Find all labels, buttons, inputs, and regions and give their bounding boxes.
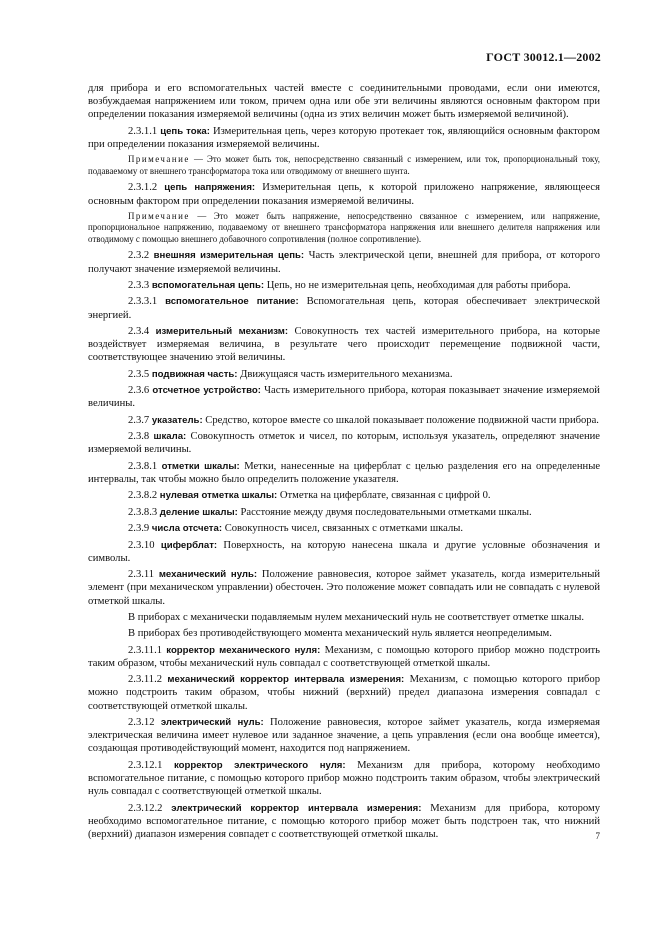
defined-term: механический нуль:	[158, 569, 258, 581]
clause-number: 2.3.4	[128, 325, 150, 337]
defined-term: шкала:	[153, 431, 187, 443]
paragraph-text: Положение равновесия, которое займет указатель, когда измерительный элемент (при механическом управлении) обесточен. Это положение может совпадать или не совпадать с нулевой отметкой шкалы.	[88, 569, 600, 607]
clause-number: 2.3.3	[128, 279, 150, 291]
paragraph-text: Механизм для прибора, которому необходимо вспомогательное питание, с помощью которого прибор может быть подстроен так, что нижний (верхний) диапазон измерения совпадет с соответствующей отметкой шкалы.	[88, 802, 600, 841]
definition-paragraph	[88, 673, 600, 713]
paragraph-text: Поверхность, на которую нанесена шкала и другие условные обозначения и символы.	[88, 539, 600, 564]
paragraph-text: Положение равновесия, которое займет указатель, когда измеряемая электрическая величина имеет нулевое или заданное значение, а цепь управления (если она вообще имеется), создающая противодействующий момент, находится под напряжением.	[88, 717, 600, 755]
defined-term: электрический корректор интервала измерения:	[171, 802, 422, 814]
paragraph-text: Совокупность тех частей измерительного прибора, на которые воздействует измеряемая величина, в результате чего происходит перемещение подвижной части, соответствующее значению этой величины.	[88, 325, 601, 364]
defined-term: корректор электрического нуля:	[173, 759, 346, 771]
defined-term: нулевая отметка шкалы:	[159, 490, 278, 502]
defined-term: подвижная часть:	[151, 368, 238, 380]
paragraph-text: Совокупность отметок и чисел, по которым, используя указатель, определяют значение измеряемой величины.	[88, 431, 601, 456]
body-paragraph	[88, 611, 600, 624]
defined-term: числа отсчета:	[151, 523, 223, 535]
clause-number: 2.3.8.2	[128, 490, 158, 502]
paragraph-text: Часть измерительного прибора, которая показывает значение измеряемой величины.	[88, 385, 600, 410]
clause-number: 2.3.12.1	[128, 759, 163, 771]
clause-number: 2.3.11.2	[128, 674, 163, 686]
definition-paragraph	[88, 539, 600, 565]
definition-paragraph	[88, 430, 600, 456]
definition-paragraph	[88, 414, 600, 427]
paragraph-text: Измерительная цепь, к которой приложено напряжение, являющееся основным фактором при определении показания измеряемой величины.	[88, 182, 600, 207]
defined-term: цепь тока:	[160, 125, 210, 137]
paragraph-text: Механизм для прибора, которому необходимо вспомогательное питание, с помощью которого прибор можно подстроить таким образом, чтобы электрический нуль совпадал с соответствующей отметкой шкалы.	[88, 759, 600, 798]
defined-term: электрический нуль:	[160, 717, 264, 729]
definition-paragraph	[88, 522, 600, 535]
definition-paragraph	[88, 460, 600, 486]
paragraph-text: Средство, которое вместе со шкалой показывает положение подвижной части прибора.	[205, 414, 599, 426]
paragraph-text: Расстояние между двумя последовательными отметками шкалы.	[240, 506, 532, 518]
paragraph-text: Совокупность чисел, связанных с отметками шкалы.	[224, 523, 463, 535]
definition-paragraph	[88, 489, 600, 502]
paragraph-text: В приборах без противодействующего момента механический нуль является неопределимым.	[128, 628, 552, 640]
note-paragraph	[88, 154, 600, 177]
page-number: 7	[595, 831, 600, 841]
clause-number: 2.3.12	[128, 717, 155, 729]
paragraph-text: Метки, нанесенные на циферблат с целью разделения его на определенные интервалы, так чтобы можно было определить положение указателя.	[88, 460, 601, 485]
paragraph-text: — Это может быть ток, непосредственно связанный с измерением, или ток, пропорциональный току, подаваемому от внешнего трансформатора тока или отводимому от внешнего шунта.	[88, 154, 600, 176]
body-paragraph	[88, 627, 600, 640]
definition-paragraph	[88, 802, 600, 842]
clause-number: 2.3.7	[128, 414, 150, 426]
defined-term: деление шкалы:	[159, 506, 238, 518]
definition-paragraph	[88, 568, 600, 608]
note-label: Примечание	[128, 154, 190, 165]
definition-paragraph	[88, 295, 600, 321]
clause-number: 2.3.12.2	[128, 802, 163, 814]
defined-term: вспомогательное питание:	[165, 296, 299, 308]
clause-number: 2.3.1.2	[128, 182, 158, 194]
paragraph-text: Вспомогательная цепь, которая обеспечивает электрической энергией.	[88, 296, 600, 321]
defined-term: указатель:	[151, 414, 203, 426]
definition-paragraph	[88, 125, 600, 151]
body-paragraph	[88, 82, 600, 122]
defined-term: внешняя измерительная цепь:	[153, 250, 305, 262]
clause-number: 2.3.8.1	[128, 460, 158, 472]
standard-header: ГОСТ 30012.1—2002	[486, 50, 601, 64]
paragraph-text: Механизм, с помощью которого прибор можно подстроить таким образом, чтобы механический нуль совпадал с соответствующей отметкой шкалы.	[88, 644, 600, 669]
definition-paragraph	[88, 279, 600, 292]
clause-number: 2.3.3.1	[128, 296, 158, 308]
clause-number: 2.3.8.3	[128, 506, 158, 518]
paragraph-text: Движущаяся часть измерительного механизма.	[240, 368, 453, 380]
defined-term: корректор механического нуля:	[166, 644, 321, 656]
clause-number: 2.3.2	[128, 250, 150, 262]
definition-paragraph	[88, 181, 600, 207]
clause-number: 2.3.8	[128, 431, 150, 443]
clause-number: 2.3.11.1	[128, 644, 163, 656]
paragraph-text: Цепь, но не измерительная цепь, необходимая для работы прибора.	[266, 279, 571, 291]
note-paragraph	[88, 211, 600, 245]
clause-number: 2.3.6	[128, 385, 150, 397]
clause-number: 2.3.10	[128, 539, 155, 551]
defined-term: механический корректор интервала измерения:	[167, 674, 405, 686]
clause-number: 2.3.9	[128, 523, 150, 535]
paragraph-text: — Это может быть напряжение, непосредственно связанное с измерением, или напряжение, пропорциональное напряжению, подаваемому от внешнего трансформатора напряжения или внешнего делителя напряжения или отводимому с помощью внешнего добавочного сопротивления (полное сопротивление).	[88, 210, 600, 244]
clause-number: 2.3.1.1	[128, 125, 158, 137]
definition-paragraph	[88, 384, 600, 410]
definition-paragraph	[88, 325, 600, 365]
paragraph-text: для прибора и его вспомогательных частей вместе с соединительными проводами, если они имеются, возбуждаемая напряжением или током, причем одна или обе эти величины являются основным фактором при определении показания измеряемой величины (одна из этих величин может быть измеряемой величиной).	[88, 83, 600, 121]
paragraph-text: Часть электрической цепи, внешней для прибора, от которого получают значение измеряемой величины.	[88, 250, 600, 275]
document-body	[88, 82, 600, 844]
definition-paragraph	[88, 506, 600, 519]
defined-term: циферблат:	[160, 539, 218, 551]
paragraph-text: Измерительная цепь, через которую протекает ток, являющийся основным фактором при определении показания измеряемой величины.	[88, 125, 600, 150]
definition-paragraph	[88, 368, 600, 381]
defined-term: отсчетное устройство:	[152, 385, 261, 397]
definition-paragraph	[88, 644, 600, 670]
defined-term: отметки шкалы:	[161, 460, 240, 472]
paragraph-text: Механизм, с помощью которого прибор можно подстроить таким образом, чтобы нижний (верхний) предел диапазона измерения совпадал с соответствующей отметкой шкалы.	[88, 674, 600, 712]
note-label: Примечание	[128, 210, 190, 221]
definition-paragraph	[88, 249, 600, 275]
defined-term: вспомогательная цепь:	[151, 279, 265, 291]
clause-number: 2.3.5	[128, 368, 150, 380]
definition-paragraph	[88, 759, 600, 799]
clause-number: 2.3.11	[128, 569, 155, 581]
paragraph-text: Отметка на циферблате, связанная с цифрой 0.	[279, 490, 491, 502]
definition-paragraph	[88, 716, 600, 756]
defined-term: цепь напряжения:	[164, 182, 256, 194]
defined-term: измерительный механизм:	[155, 325, 289, 337]
paragraph-text: В приборах с механически подавляемым нулем механический нуль не соответствует отметке шкалы.	[128, 611, 584, 623]
